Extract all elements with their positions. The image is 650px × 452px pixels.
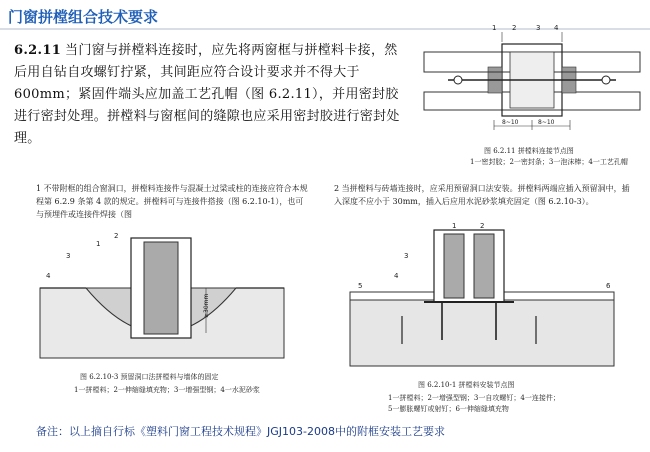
left-callout-2: 2 bbox=[114, 232, 119, 240]
right-callout-2: 2 bbox=[480, 222, 485, 230]
reserved-hole-figure bbox=[36, 228, 288, 368]
fig-right-caption: 图 6.2.10-1 拼樘料安装节点图 bbox=[418, 381, 515, 389]
fig-top-caption: 图 6.2.11 拼樘料连接节点图 bbox=[484, 147, 574, 155]
callout-2: 2 bbox=[512, 24, 517, 32]
right-callout-6: 6 bbox=[606, 282, 611, 290]
left-callout-3: 3 bbox=[66, 252, 71, 260]
fig-right-legend-1: 1一拼樘料；2一增强型钢；3一自攻螺钉；4一连接件； bbox=[388, 394, 560, 402]
item2-text: 2 当拼樘料与砖墙连接时，应采用预留洞口法安装。拼樘料两端应插入预留洞中，插入深度不应小于 30mm，插入后应用水泥砂浆填充固定（图 6.2.10-3）。 bbox=[334, 184, 630, 206]
dim-label-right: 8~10 bbox=[538, 119, 555, 126]
callout-3: 3 bbox=[536, 24, 541, 32]
left-callout-4: 4 bbox=[46, 272, 51, 280]
clause-paragraph bbox=[14, 40, 409, 150]
clause-number: 6.2.11 bbox=[14, 43, 62, 58]
joint-detail-figure bbox=[418, 22, 646, 152]
item1-text: 1 不带附框的组合窗洞口，拼樘料连接件与混凝土过梁或柱的连接应符合本规程第 6.2.9 条第 4 款的规定。拼樘料可与连接件搭接（图 6.2.10-1），也可与预埋件或连接件焊接（图 bbox=[36, 184, 308, 219]
clause-text: 当门窗与拼樘料连接时，应先将两窗框与拼樘料卡接，然后用自钻自攻螺钉拧紧，其间距应符合设计要求并不得大于600mm；紧固件端头应加盖工艺孔帽（图 6.2.11），并用密封胶进行密封处理。拼樘料与窗框间的缝隙也应采用密封胶进行密封处理。 bbox=[14, 43, 400, 146]
footer-note: 备注：以上摘自行标《塑料门窗工程技术规程》JGJ103-2008中的附框安装工艺要求 bbox=[36, 425, 445, 438]
left-dim: ≥30mm bbox=[203, 293, 210, 318]
callout-4: 4 bbox=[554, 24, 559, 32]
callout-1: 1 bbox=[492, 24, 497, 32]
fig-left-legend: 1一拼樘料；2一伸缩缝填充物；3一增强型钢；4一水泥砂浆 bbox=[74, 386, 260, 394]
mullion-install-figure bbox=[344, 222, 620, 372]
dim-label-left: 8~10 bbox=[502, 119, 519, 126]
fig-left-caption: 图 6.2.10-3 预留洞口法拼樘料与墙体的固定 bbox=[80, 373, 219, 381]
page-title: 门窗拼樘组合技术要求 bbox=[8, 8, 159, 26]
right-callout-3: 3 bbox=[404, 252, 409, 260]
fig-top-legend: 1一密封胶；2一密封条；3一泡沫棒；4一工艺孔帽 bbox=[470, 158, 628, 166]
right-callout-1: 1 bbox=[452, 222, 457, 230]
left-callout-1: 1 bbox=[96, 240, 101, 248]
fig-right-legend-2: 5一膨胀螺钉或射钉；6一伸缩缝填充物 bbox=[388, 405, 509, 413]
right-callout-5: 5 bbox=[358, 282, 363, 290]
right-callout-4: 4 bbox=[394, 272, 399, 280]
